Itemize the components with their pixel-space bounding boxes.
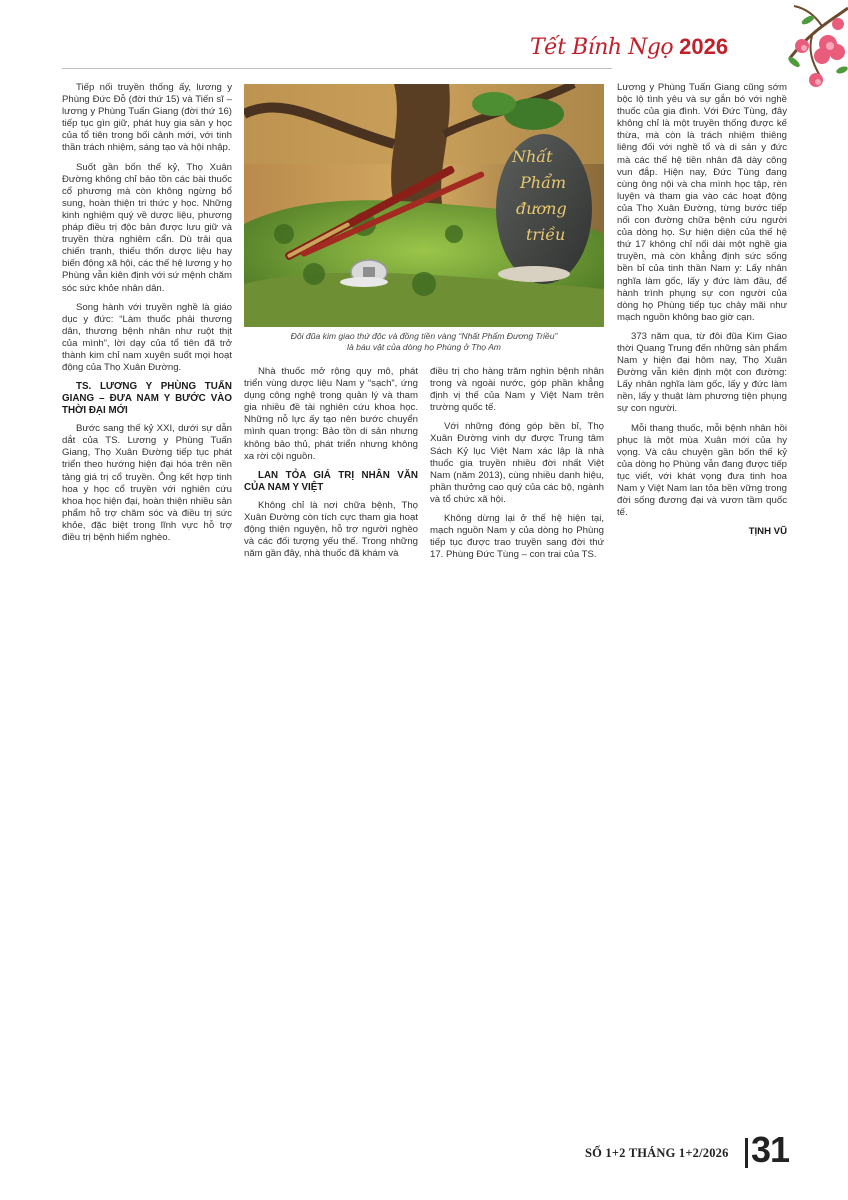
photo-caption-line2: là báu vật của dòng họ Phùng ở Thọ Am xyxy=(347,342,501,352)
author-byline: TỊNH VŨ xyxy=(748,526,787,538)
magazine-section-title xyxy=(530,34,728,60)
tet-year: 2026 xyxy=(679,34,729,59)
paragraph: điều trị cho hàng trăm nghìn bệnh nhân trong và ngoài nước, góp phần khẳng định vị thế của Nam y Việt Nam trên trường quốc tế. xyxy=(430,366,604,414)
paragraph: Bước sang thế kỷ XXI, dưới sự dẫn dắt của TS. Lương y Phùng Tuấn Giang, Thọ Xuân Đường tiếp tục phát triển theo hướng hiện đại hóa trên nền tảng giá trị cổ truyền. Ông kết hợp tinh hoa y học cổ truyền với nghiên cứu khoa học hiện đại, hoàn thiện nhiều sản phẩm hỗ trợ chăm sóc và điều trị sức khỏe, đặc biệt trong lĩnh vực hỗ trợ điều trị bệnh hiểm nghèo. xyxy=(62,423,232,543)
footer-divider xyxy=(745,1138,748,1168)
paragraph: Suốt gần bốn thế kỷ, Thọ Xuân Đường không chỉ bảo tồn các bài thuốc cổ phương mà còn không ngừng bổ sung, hoàn thiện tri thức y học. Những kinh nghiệm quý về dược liệu, phương pháp điều trị độc bản được lưu giữ và truyền thừa nghiêm cẩn. Dù trải qua chiến tranh, thiếu thốn dược liệu hay biến động xã hội, các thế hệ lương y họ Phùng vẫn kiên định với sứ mệnh chăm sóc sức khỏe nhân dân. xyxy=(62,161,232,294)
paragraph: Với những đóng góp bền bỉ, Thọ Xuân Đường vinh dự được Trung tâm Sách Kỷ lục Việt Nam xác lập là nhà thuốc gia truyền nhiều đời nhất Việt Nam (năm 2013), cùng nhiều danh hiệu, phần thưởng cao quý của các bộ, ngành và tổ chức xã hội. xyxy=(430,421,604,505)
stone-calligraphy-1: Nhất xyxy=(512,147,553,166)
stone-calligraphy-3: đương xyxy=(516,199,567,218)
article-column-4 xyxy=(617,82,787,538)
paragraph: Mỗi thang thuốc, mỗi bệnh nhân hồi phục là một mùa Xuân mới của hy vọng. Và câu chuyện gần bốn thế kỷ của dòng họ Phùng vẫn đang được tiếp tục viết, với khát vọng đưa tinh hoa Nam y Việt Nam lan tỏa bền vững trong đời sống đương đại và vươn tầm quốc tế. xyxy=(617,422,787,519)
stone-calligraphy-4: triều xyxy=(526,225,566,244)
paragraph: Không dừng lại ở thế hệ hiện tại, mạch nguồn Nam y của dòng họ Phùng tiếp tục được trao truyền sang đời thứ 17. Phùng Đức Tùng – con trai của TS. xyxy=(430,513,604,561)
article-column-2 xyxy=(244,366,418,567)
stone-calligraphy-2: Phẩm xyxy=(520,173,567,192)
tet-script-title: Tết Bính Ngọ xyxy=(530,35,674,60)
paragraph: Không chỉ là nơi chữa bệnh, Thọ Xuân Đường còn tích cực tham gia hoạt động thiện nguyện, hỗ trợ người nghèo và các đối tượng yếu thế. Trong những năm gần đây, nhà thuốc đã khám và xyxy=(244,499,418,560)
section-heading: TS. LƯƠNG Y PHÙNG TUẤN GIANG – ĐƯA NAM Y BƯỚC VÀO THỜI ĐẠI MỚI xyxy=(62,381,232,417)
page-number: 31 xyxy=(751,1129,790,1170)
photo-caption-line1: Đôi đũa kim giao thứ độc và đồng tiền vàng “Nhất Phẩm Đương Triều” xyxy=(290,331,558,341)
section-heading: LAN TỎA GIÁ TRỊ NHÂN VĂN CỦA NAM Y VIỆT xyxy=(244,469,418,493)
photo-caption xyxy=(244,331,604,353)
article-photo xyxy=(244,84,604,327)
paragraph: Song hành với truyền nghề là giáo dục y đức: “Làm thuốc phải thương dân, thương bệnh nhân như ruột thịt của mình”, lời dạy của tổ tiên đã trở thành kim chỉ nam xuyên suốt mọi hoạt động của Thọ Xuân Đường. xyxy=(62,301,232,374)
paragraph: Lương y Phùng Tuấn Giang cũng sớm bộc lộ tình yêu và sự gắn bó với nghề thuốc của gia đình. Với Đức Tùng, đây không chỉ là một truyền thống được kế thừa, mà còn là trách nhiệm thiêng liêng đối với nghề tổ và di sản y đức mà các thế hệ tiền nhân đã dày công vun đắp. Hiện nay, Đức Tùng đang cùng ông nội và cha mình học tập, rèn luyện và tham gia vào các hoạt động của Thọ Xuân Đường, từng bước tiếp nối con đường chữa bệnh cứu người của dòng họ. Sự hiện diện của thế hệ thứ 17 không chỉ nối dài một nghề gia truyền, mà còn khẳng định sức sống bền bỉ của tinh thần Nam y: Lấy nhân nghĩa làm gốc, lấy y đức làm đầu, để hành trình phụng sự con người của dòng họ Phùng tiếp tục chảy mãi như mạch nguồn không bao giờ cạn. xyxy=(617,82,787,323)
issue-label: SỐ 1+2 THÁNG 1+2/2026 xyxy=(585,1146,729,1160)
header-rule xyxy=(62,68,612,69)
paragraph: 373 năm qua, từ đôi đũa Kim Giao thời Quang Trung đến những sản phẩm Nam y hiện đại hôm nay, Thọ Xuân Đường vẫn kiên định một con đường: Lấy nhân nghĩa làm gốc, lấy y đức làm nền, lấy y thuật làm phương tiện phụng sự con người. xyxy=(617,330,787,415)
paragraph: Nhà thuốc mở rộng quy mô, phát triển vùng dược liệu Nam y “sạch”, ứng dụng công nghệ trong quản lý và tham gia nhiều đề tài nghiên cứu khoa học. Những nỗ lực ấy tạo nên bước chuyển mình quan trọng: Bảo tồn di sản nhưng không bảo thủ, phát triển nhưng không xa rời cội nguồn. xyxy=(244,366,418,462)
paragraph: Tiếp nối truyền thống ấy, lương y Phùng Đức Đỗ (đời thứ 15) và Tiến sĩ – lương y Phùng Tuấn Giang (đời thứ 16) tiếp tục gìn giữ, phát huy gia sản y học của tổ tiên trong bối cảnh mới, với tinh thần trách nhiệm, sáng tạo và hội nhập. xyxy=(62,82,232,154)
article-column-3 xyxy=(430,366,604,568)
article-column-1 xyxy=(62,82,232,551)
